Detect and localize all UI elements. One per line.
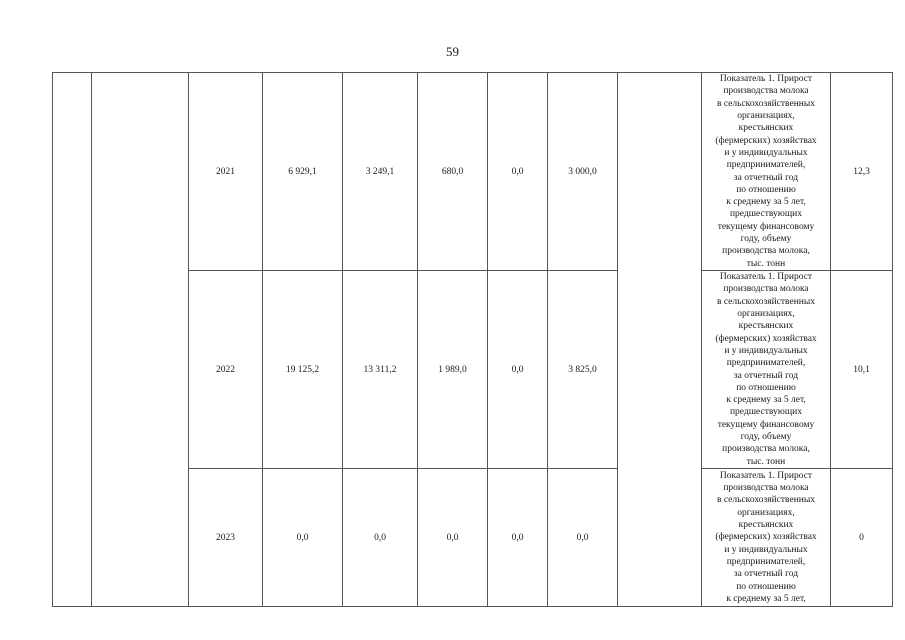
- year-cell: 2023: [189, 469, 263, 607]
- federal-cell: 13 311,2: [343, 271, 418, 469]
- local-cell: 0,0: [488, 271, 548, 469]
- indicator-cell: Показатель 1. Прирост производства молока в сельскохозяйственных организациях, крестьянских (фермерских) хозяйствах и у индивидуальных предпринимателей, за отчетный год по отношению к среднему за 5 лет, предшествующих текущему финансовому году, объему производства молока, тыс. тонн: [702, 73, 831, 271]
- local-cell: 0,0: [488, 73, 548, 271]
- federal-cell: 0,0: [343, 469, 418, 607]
- program-table: [52, 72, 893, 607]
- total-cell: 6 929,1: [263, 73, 343, 271]
- indicator-value-cell: 10,1: [831, 271, 893, 469]
- empty-cell-executor: [618, 73, 702, 607]
- total-cell: 0,0: [263, 469, 343, 607]
- indicator-value-cell: 0: [831, 469, 893, 607]
- indicator-cell: Показатель 1. Прирост производства молока в сельскохозяйственных организациях, крестьянских (фермерских) хозяйствах и у индивидуальных предпринимателей, за отчетный год по отношению к среднему за 5 лет,: [702, 469, 831, 607]
- federal-cell: 3 249,1: [343, 73, 418, 271]
- page-number: 59: [446, 44, 459, 59]
- local-cell: 0,0: [488, 469, 548, 607]
- regional-cell: 0,0: [418, 469, 488, 607]
- other-cell: 3 825,0: [548, 271, 618, 469]
- other-cell: 3 000,0: [548, 73, 618, 271]
- year-cell: 2022: [189, 271, 263, 469]
- year-cell: 2021: [189, 73, 263, 271]
- empty-cell-name: [92, 73, 189, 607]
- regional-cell: 1 989,0: [418, 271, 488, 469]
- indicator-cell: Показатель 1. Прирост производства молока в сельскохозяйственных организациях, крестьянских (фермерских) хозяйствах и у индивидуальных предпринимателей, за отчетный год по отношению к среднему за 5 лет, предшествующих текущему финансовому году, объему производства молока, тыс. тонн: [702, 271, 831, 469]
- table-row: [53, 73, 893, 271]
- total-cell: 19 125,2: [263, 271, 343, 469]
- other-cell: 0,0: [548, 469, 618, 607]
- regional-cell: 680,0: [418, 73, 488, 271]
- empty-cell-number: [53, 73, 92, 607]
- indicator-value-cell: 12,3: [831, 73, 893, 271]
